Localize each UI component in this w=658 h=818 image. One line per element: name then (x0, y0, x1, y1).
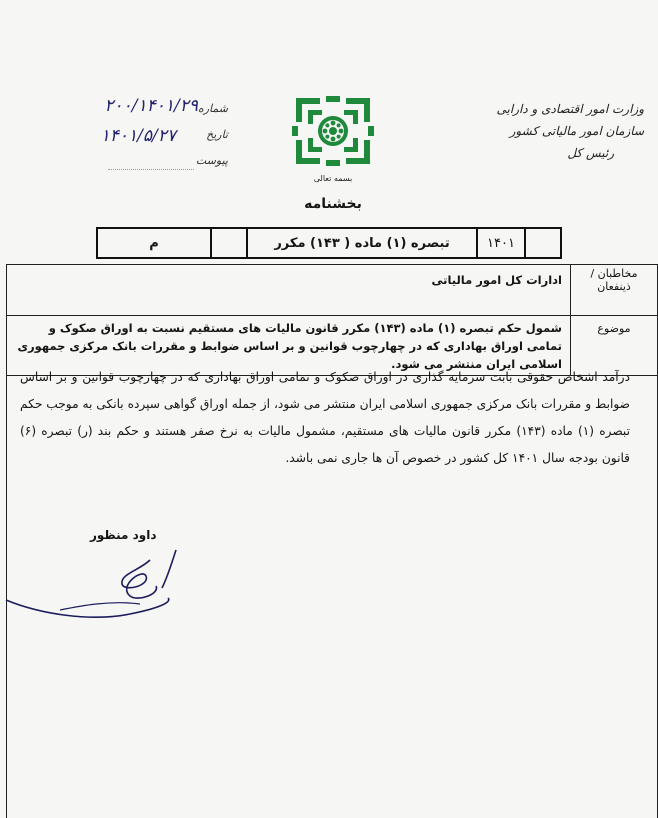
date-row (38, 122, 228, 148)
number-value: ۲۰۰/۱۴۰۱/۲۹ (104, 96, 198, 116)
date-label: تاریخ (206, 128, 228, 141)
attachment-dotted-line (108, 169, 194, 170)
attachment-label: پیوست (195, 154, 228, 167)
signer-name: داود منظور (90, 528, 157, 542)
head-title: رئیس کل (567, 146, 614, 160)
document-title: بخشنامه (304, 196, 362, 212)
date-value: ۱۴۰۱/۵/۲۷ (100, 126, 176, 146)
ministry-heading (484, 98, 644, 164)
reference-code: م (149, 235, 159, 251)
tax-organization-logo-icon (292, 94, 374, 168)
reference-year: ۱۴۰۱ (476, 229, 524, 257)
reference-cell-empty-2 (210, 229, 246, 257)
document-meta (38, 96, 228, 174)
reference-cell-empty (524, 229, 560, 257)
number-label: شماره (197, 102, 228, 115)
ministry-name: وزارت امور اقتصادی و دارایی (496, 102, 644, 116)
circular-reference-box (96, 227, 562, 259)
subject-value: شمول حکم تبصره (۱) ماده (۱۴۳) مکرر قانون مالیات های مستقیم نسبت به اوراق صکوک و تمامی اوراق بهاداری که در چهارچوب قوانین و بر اساس ضوابط و مقررات بانک مرکزی جمهوری اسلامی ایران منتشر می شود. (7, 316, 571, 376)
addressee-label: مخاطبان / ذینفعان (571, 265, 658, 316)
bismillah-text: بسمه تعالی (313, 174, 353, 183)
signature-icon (0, 540, 230, 630)
body-paragraph: درآمد اشخاص حقوقی بابت سرمایه گذاری در اوراق صکوک و تمامی اوراق بهاداری که در چهارچوب قوانین و بر اساس ضوابط و مقررات بانک مرکزی جمهوری اسلامی ایران منتشر می شود، از جمله اوراق گواهی سپرده بانکی به موجب حکم تبصره (۱) ماده (۱۴۳) مکرر قانون مالیات های مستقیم، مشمول مالیات به نرخ صفر هستند و حکم بند (ر) تبصره (۶) قانون بودجه سال ۱۴۰۱ کل کشور در خصوص آن ها جاری نمی باشد. (20, 370, 630, 465)
subject-label: موضوع (571, 316, 658, 376)
number-row (38, 96, 228, 122)
attachment-row (38, 148, 228, 174)
addressee-row (7, 265, 658, 316)
organization-name: سازمان امور مالیاتی کشور (509, 124, 644, 138)
reference-subject: تبصره (۱) ماده ( ۱۴۳) مکرر (246, 229, 476, 257)
addressee-value: ادارات کل امور مالیاتی (7, 265, 571, 316)
